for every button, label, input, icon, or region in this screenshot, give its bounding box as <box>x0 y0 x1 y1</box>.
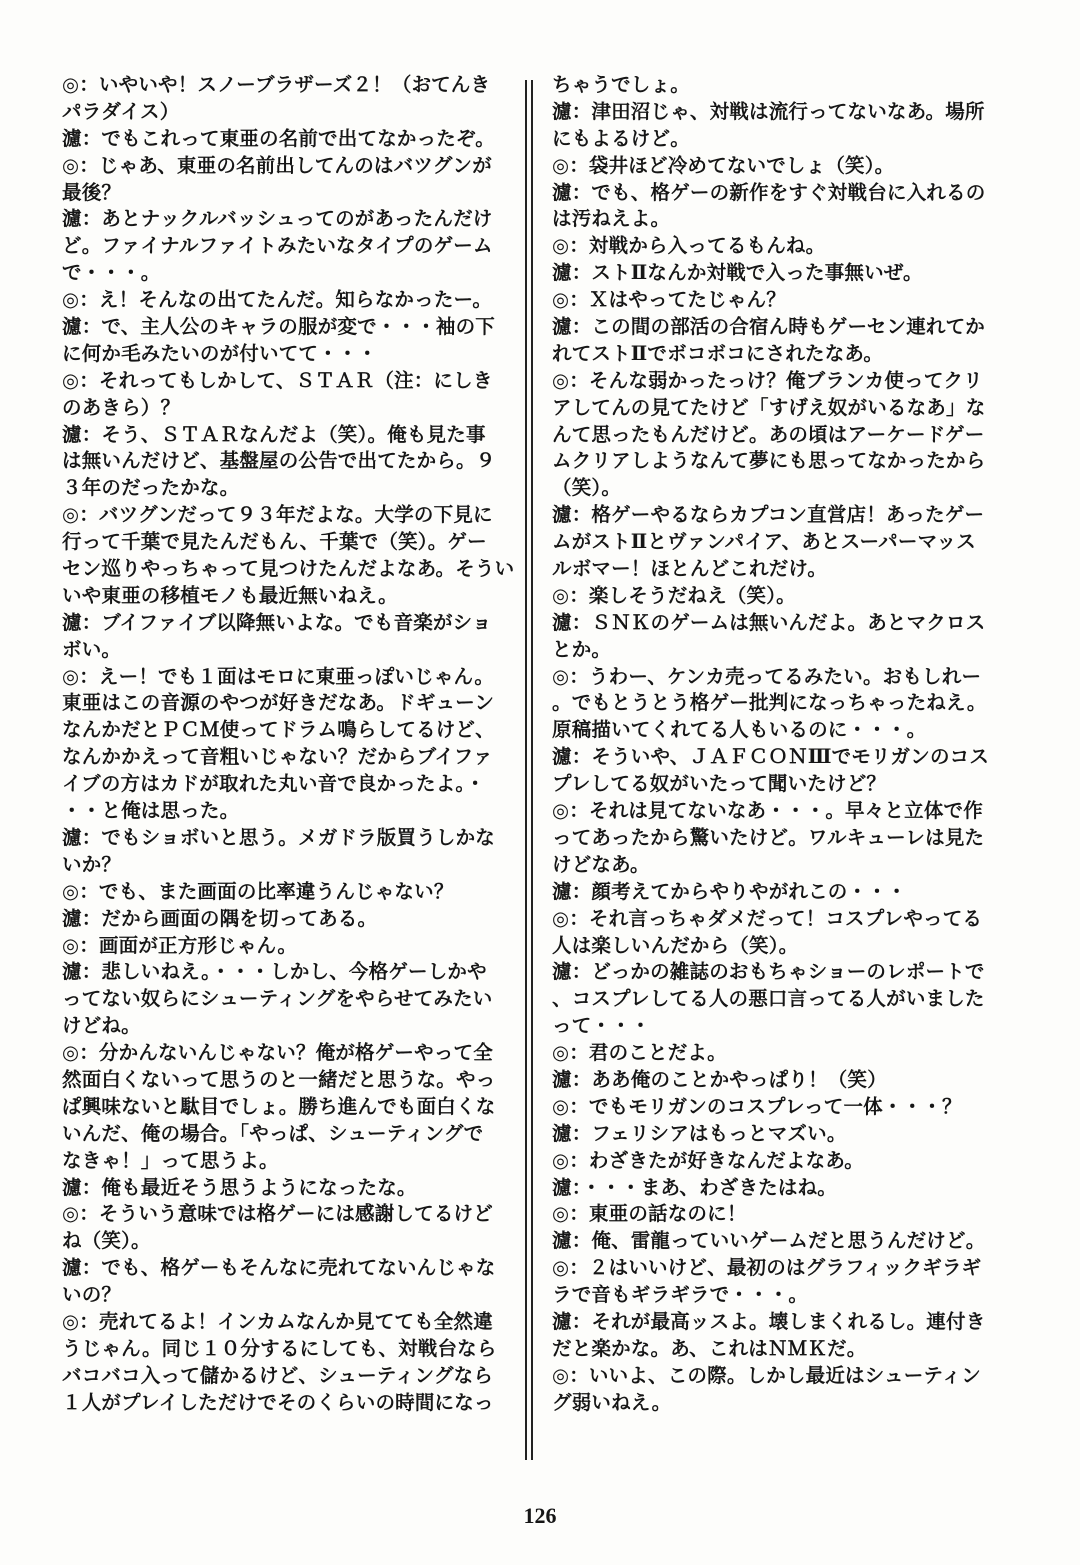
text-line: 。でもとうとう格ゲー批判になっちゃったねえ。 <box>552 691 987 715</box>
text-line: ってあったから驚いたけど。ワルキューレは見た <box>552 825 985 849</box>
text-line: 人は楽しいんだから（笑）。 <box>552 933 799 957</box>
text-line: 原稿描いてくれてる人もいるのに・・・。 <box>552 718 927 742</box>
text-line: れてストⅡでボコボコにされたなあ。 <box>552 341 884 365</box>
text-line: ◎：画面が正方形じゃん。 <box>62 933 298 957</box>
text-line: ◎：いやいや！スノーブラザーズ２！（おてんき <box>62 73 491 96</box>
text-line: ◎：それ言っちゃダメだって！コスプレやってる <box>552 906 983 930</box>
text-line: ◎：分かんないんじゃない？俺が格ゲーやって全 <box>62 1041 493 1065</box>
text-line: ◎：袋井ほど冷めてないでしょ（笑）。 <box>552 153 895 177</box>
page-number: 126 <box>523 1503 557 1528</box>
text-line: ・・と俺は思った。 <box>62 799 240 823</box>
text-line: ３年のだったかな。 <box>62 476 240 500</box>
text-line: で・・・。 <box>62 261 161 285</box>
text-line: ルボマー！ほとんどこれだけ。 <box>552 557 828 581</box>
text-line: 濾：・・・まあ、わざきたはね。 <box>552 1175 837 1199</box>
text-line: 濾：悲しいねえ。・・・しかし、今格ゲーしかや <box>62 960 487 984</box>
text-line: ◎：わざきたが好きなんだよなあ。 <box>552 1148 864 1172</box>
text-line: 濾：ストⅡなんか対戦で入った事無いぜ。 <box>552 261 923 285</box>
text-line: 濾：ＳＮＫのゲームは無いんだよ。あとマクロス <box>552 610 986 634</box>
right-text-column <box>552 72 1012 1417</box>
text-line: うじゃん。同じ１０分するにしても、対戦台なら <box>62 1336 497 1360</box>
text-line: ◎：Ｘはやってたじゃん？ <box>552 288 786 312</box>
text-line: ◎：２はいいけど、最初のはグラフィックギラギ <box>552 1256 982 1280</box>
text-line: 濾：どっかの雑誌のおもちゃショーのレポートで <box>552 960 985 984</box>
text-line: 然面白くないって思うのと一緒だと思うな。やっ <box>62 1067 496 1091</box>
text-line: セン巡りやっちゃって見つけたんだよなあ。そうい <box>62 557 515 581</box>
text-line: ◎：うわー、ケンカ売ってるみたい。おもしれー <box>552 664 982 688</box>
text-line: いや東亜の移植モノも最近無いねえ。 <box>62 583 398 607</box>
text-line: ◎：それは見てないなあ・・・。早々と立体で作 <box>552 799 983 823</box>
text-line: なんかかえって音粗いじゃない？だからブイファ <box>62 745 493 769</box>
text-line: 濾：そういや、ＪＡＦＣＯＮⅢでモリガンのコス <box>552 745 990 769</box>
text-line: いんだ、俺の場合。「やっぱ、シューティングで <box>62 1121 484 1145</box>
text-line: ◎：えー！でも１面はモロに東亜っぽいじゃん。 <box>62 664 495 688</box>
text-line: ◎：それってもしかして、ＳＴＡＲ（注：にしき <box>62 368 493 392</box>
text-line: 濾：この間の部活の合宿ん時もゲーセン連れてか <box>552 315 986 339</box>
text-line: ってない奴らにシューティングをやらせてみたい <box>62 987 493 1011</box>
text-line: ◎：でもモリガンのコスプレって一体・・・？ <box>552 1094 962 1118</box>
text-line: ◎：じゃあ、東亜の名前出してんのはバツグンが <box>62 153 492 177</box>
text-line: ボい。 <box>62 637 122 661</box>
text-line: なんかだとＰＣＭ使ってドラム鳴らしてるけど、 <box>62 718 495 742</box>
text-line: ◎：そういう意味では格ゲーには感謝してるけど <box>62 1202 493 1226</box>
text-line: けどね。 <box>62 1014 141 1038</box>
text-line: ◎：東亜の話なのに！ <box>552 1202 747 1226</box>
text-line: 濾：でも、格ゲーの新作をすぐ対戦台に入れるの <box>552 180 986 204</box>
text-line: パラダイス） <box>62 99 180 123</box>
text-line: アしてんの見てたけど「すげえ奴がいるなあ」な <box>552 395 986 419</box>
text-line: けどなあ。 <box>552 852 650 876</box>
text-line: ちゃうでしょ。 <box>552 73 690 96</box>
text-line: ◎：いいよ、この際。しかし最近はシューティン <box>552 1363 981 1387</box>
text-line: 、コスプレしてる人の悪口言ってる人がいました <box>552 987 985 1011</box>
text-line: ◎：楽しそうだねえ（笑）。 <box>552 583 796 607</box>
text-line: １人がプレイしただけでそのくらいの時間になっ <box>62 1390 494 1414</box>
column-divider-line <box>531 80 533 1460</box>
text-line: ムクリアしようなんて夢にも思ってなかったから <box>552 449 986 473</box>
text-line: 濾：でも、格ゲーもそんなに売れてないんじゃな <box>62 1256 496 1280</box>
text-line: ◎：そんな弱かったっけ？俺ブランカ使ってクリ <box>552 368 983 392</box>
text-line: とか。 <box>552 637 612 661</box>
text-line: は汚ねえよ。 <box>552 207 671 231</box>
text-line: 濾：ああ俺のことかやっぱり！（笑） <box>552 1067 887 1091</box>
text-line: 東亜はこの音源のやつが好きだなあ。ドギューン <box>62 691 495 715</box>
text-line: ムがストⅡとヴァンパイア、あとスーパーマッス <box>552 530 976 554</box>
column-divider-line <box>525 80 527 1460</box>
text-line: いか？ <box>62 852 122 876</box>
text-line: にもよるけど。 <box>552 126 690 150</box>
text-line: 濾：俺、雷龍っていいゲームだと思うんだけど。 <box>552 1229 986 1253</box>
text-line: 濾：あとナックルバッシュってのがあったんだけ <box>62 207 493 231</box>
text-line: いの？ <box>62 1283 122 1307</box>
text-line: 濾：で、主人公のキャラの服が変で・・・袖の下 <box>62 315 496 339</box>
text-line: グ弱いねえ。 <box>552 1390 672 1414</box>
text-line: 濾：格ゲーやるならカプコン直営店！あったゲー <box>552 503 985 527</box>
text-line: ね（笑）。 <box>62 1229 151 1253</box>
text-line: 濾：津田沼じゃ、対戦は流行ってないなあ。場所 <box>552 99 985 123</box>
left-text-column <box>62 72 522 1417</box>
text-line: ◎：対戦から入ってるもんね。 <box>552 234 826 258</box>
text-line: ◎：君のことだよ。 <box>552 1041 727 1065</box>
text-line: ◎：売れてるよ！インカムなんか見てても全然違 <box>62 1309 493 1333</box>
text-line: 濾：俺も最近そう思うようになったな。 <box>62 1175 417 1199</box>
text-line: は無いんだけど、基盤屋の公告で出てたから。９ <box>62 449 496 473</box>
text-line: だと楽かな。あ、これはＮＭＫだ。 <box>552 1336 867 1360</box>
text-line: んて思ったもんだけど。あの頃はアーケードゲー <box>552 422 985 446</box>
text-line: なきゃ！」って思うよ。 <box>62 1148 279 1172</box>
text-line: ◎：え！そんなの出てたんだ。知らなかったー。 <box>62 288 493 312</box>
text-line: ぱ興味ないと駄目でしょ。勝ち進んでも面白くな <box>62 1094 496 1118</box>
text-line: ◎：でも、また画面の比率違うんじゃない？ <box>62 879 454 903</box>
text-line: って・・・ <box>552 1014 651 1038</box>
text-line: イブの方はカドが取れた丸い音で良かったよ。・ <box>62 772 486 796</box>
text-line: ど。ファイナルファイトみたいなタイプのゲーム <box>62 234 493 258</box>
text-line: 濾：フェリシアはもっとマズい。 <box>552 1121 847 1145</box>
text-line: 最後？ <box>62 180 122 204</box>
text-line: 濾：だから画面の隅を切ってある。 <box>62 906 378 930</box>
text-line: 濾：そう、ＳＴＡＲなんだよ（笑）。俺も見た事 <box>62 422 486 446</box>
text-line: 濾：でもこれって東亜の名前で出てなかったぞ。 <box>62 126 496 150</box>
text-line: のあきら）？ <box>62 395 181 419</box>
text-line: 行って千葉で見たんだもん、千葉で（笑）。ゲー <box>62 530 487 554</box>
text-line: 濾：顔考えてからやりやがれこの・・・ <box>552 879 907 903</box>
text-line: プレしてる奴がいたって聞いたけど？ <box>552 772 887 796</box>
text-line: 濾：ブイファイブ以降無いよな。でも音楽がショ <box>62 610 492 634</box>
text-line: に何か毛みたいのが付いてて・・・ <box>62 341 378 365</box>
text-line: 濾：それが最高ッスよ。壊しまくれるし。連付き <box>552 1309 986 1333</box>
text-line: バコバコ入って儲かるけど、シューティングなら <box>62 1363 494 1387</box>
text-line: ◎：バツグンだって９３年だよな。大学の下見に <box>62 503 493 527</box>
text-line: 濾：でもショボいと思う。メガドラ版買うしかな <box>62 825 496 849</box>
text-line: （笑）。 <box>552 476 622 500</box>
text-line: ラで音もギラギラで・・・。 <box>552 1283 809 1307</box>
